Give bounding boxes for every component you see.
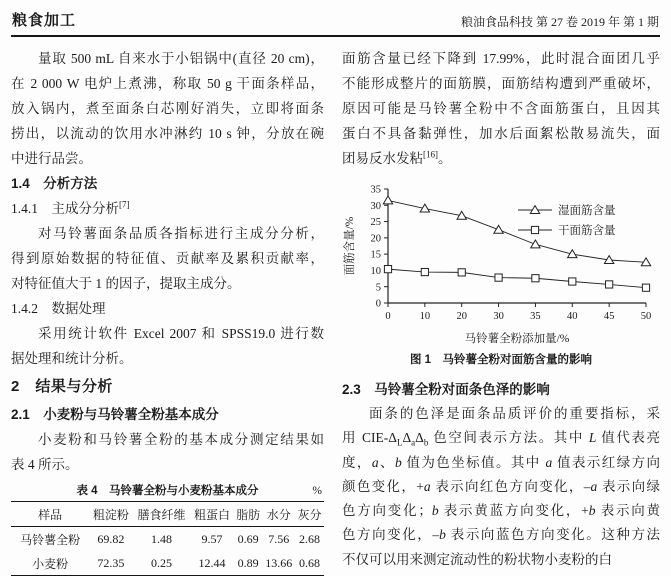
paragraph-data-processing <box>11 321 324 371</box>
text-line: 用 CIE-$\Delta_L\Delta_a\Delta_b$ 色空间表示方法。其中 L 值代表亮 <box>342 430 660 448</box>
svg-text:0: 0 <box>375 298 381 310</box>
paragraph-pca <box>11 221 324 296</box>
chart-legend <box>518 203 616 237</box>
table-caption-text: 表 4 马铃薯全粉与小麦粉基本成分 <box>76 485 259 497</box>
table-cell: 69.82 <box>97 531 125 546</box>
svg-text:35: 35 <box>530 311 541 322</box>
table-header-cell: 样品 <box>38 507 63 522</box>
table-row <box>11 551 324 576</box>
svg-text:10: 10 <box>419 311 431 322</box>
text-line: 在 2 000 W 电炉上煮沸，称取 50 g 干面条样品， <box>11 76 324 91</box>
paragraph-cooking-method <box>11 46 324 171</box>
table-caption <box>11 481 324 501</box>
svg-text:0: 0 <box>385 311 391 322</box>
text-line: 小麦粉和马铃薯全粉的基本成分测定结果如 <box>38 432 324 447</box>
table-cell: 9.57 <box>201 531 223 546</box>
right-column <box>342 46 660 576</box>
svg-text:30: 30 <box>370 200 381 212</box>
text-line: 团易反水发粘[16]。 <box>342 149 452 166</box>
svg-text:20: 20 <box>370 233 381 245</box>
svg-text:10: 10 <box>370 266 381 278</box>
svg-text:35: 35 <box>370 184 381 196</box>
table-header-row <box>11 502 324 527</box>
paragraph-gluten-discussion <box>342 46 660 171</box>
table-cell: 13.66 <box>265 555 293 570</box>
table-header-cell: 水分 <box>266 507 291 522</box>
svg-text:50: 50 <box>640 311 652 322</box>
heading-1-4: 1.4 分析方法 <box>11 176 98 191</box>
svg-text:干面筋含量: 干面筋含量 <box>558 225 616 237</box>
text-line: 得到原始数据的特征值、贡献率及累积贡献率， <box>11 251 324 266</box>
text-line: 面条的色泽是面条品质评价的重要指标，采 <box>369 406 660 421</box>
table-cell: 12.44 <box>198 555 226 570</box>
text-line: 蛋白不具备黏弹性，加水后面絮松散易流失，面 <box>342 126 660 141</box>
paragraph-table-intro <box>11 427 324 477</box>
text-line: 不能形成整片的面筋膜，面筋结构遭到严重破坏， <box>342 76 660 91</box>
heading-2-3: 2.3 马铃薯全粉对面条色泽的影响 <box>342 382 550 397</box>
table-cell: 0.68 <box>299 555 321 570</box>
svg-text:15: 15 <box>370 249 381 261</box>
table-cell: 1.48 <box>150 531 172 546</box>
text-line: 捞出，以流动的饮用水冲淋约 10 s 钟，分放在碗 <box>11 126 324 141</box>
text-line: 中进行品尝。 <box>11 151 92 166</box>
table-cell: 0.69 <box>237 531 259 546</box>
figure-caption: 图 1 马铃薯全粉对面筋含量的影响 <box>409 354 593 366</box>
svg-text:25: 25 <box>370 217 381 229</box>
text-line: 量取 500 mL 自来水于小铝锅中(直径 20 cm)， <box>38 51 324 66</box>
svg-text:40: 40 <box>567 311 578 322</box>
table-cell: 0.25 <box>150 555 172 570</box>
svg-text:45: 45 <box>603 311 615 322</box>
svg-text:马铃薯全粉添加量/%: 马铃薯全粉添加量/% <box>464 333 570 345</box>
table-header-cell: 膳食纤维 <box>137 507 186 522</box>
table-header-cell: 粗淀粉 <box>92 507 129 522</box>
text-line: 面筋含量已经下降到 17.99%，此时混合面团几乎 <box>342 51 660 66</box>
text-line: 不仅可以用来测定流动性的粉状物小麦粉的白 <box>342 551 612 567</box>
gluten-content-chart <box>342 177 660 349</box>
table-cell: 2.68 <box>299 531 321 546</box>
running-head-journal: 粮油食品科技 第 27 卷 2019 年 第 1 期 <box>460 15 659 29</box>
heading-2-1: 2.1 小麦粉与马铃薯全粉基本成分 <box>11 407 219 422</box>
paragraph-color-method <box>342 402 660 572</box>
table-cell: 马铃薯全粉 <box>20 532 81 547</box>
text-line: 度，a、b 值为色坐标值。其中 a 值表示红绿方向 <box>342 454 661 470</box>
text-line: 原因可能是马铃薯全粉中不含面筋蛋白，且因其 <box>342 101 660 116</box>
table-unit-label: % <box>312 485 322 497</box>
svg-text:5: 5 <box>375 282 381 294</box>
svg-text:面筋含量/%: 面筋含量/% <box>344 216 356 276</box>
text-line: 放入锅内，煮至面条白芯刚好消失，立即将面条 <box>11 101 324 116</box>
svg-text:30: 30 <box>493 311 504 322</box>
table-cell: 7.56 <box>268 531 290 546</box>
table-header-cell: 脂肪 <box>236 507 261 522</box>
running-head-section: 粮食加工 <box>12 12 77 29</box>
heading-1-4-1: 1.4.1 主成分分析[7] <box>11 199 130 216</box>
left-column <box>11 46 324 576</box>
text-line: 色方向变化，–b 表示向蓝色方向变化。这种方法 <box>342 527 661 543</box>
figure-1-block <box>342 177 660 369</box>
page-header <box>11 0 660 37</box>
table-row <box>11 527 324 552</box>
heading-1-4-2: 1.4.2 数据处理 <box>11 301 106 316</box>
svg-text:20: 20 <box>456 311 467 322</box>
text-line: 据处理和统计分析。 <box>11 351 133 366</box>
heading-2: 2 结果与分析 <box>11 378 113 395</box>
table-cell: 小麦粉 <box>32 556 69 571</box>
table-cell: 0.89 <box>237 555 259 570</box>
text-line: 对马铃薯面条品质各指标进行主成分分析， <box>38 226 324 241</box>
chart-series-1 <box>384 266 649 292</box>
table-header-cell: 粗蛋白 <box>194 507 231 522</box>
table-cell: 72.35 <box>97 555 125 570</box>
svg-text:湿面筋含量: 湿面筋含量 <box>558 205 616 217</box>
two-column-body <box>11 37 660 576</box>
text-line: 表 4 所示。 <box>11 457 79 472</box>
table-header-cell: 灰分 <box>297 507 322 522</box>
text-line: 采用统计软件 Excel 2007 和 SPSS19.0 进行数 <box>38 326 324 341</box>
basic-composition-table <box>11 501 324 576</box>
text-line: 对特征值大于 1 的因子，提取主成分。 <box>11 276 241 291</box>
text-line: 颜色变化，+a 表示向红色方向变化，–a 表示向绿 <box>342 478 660 494</box>
text-line: 色方向变化；b 表示黄蓝方向变化，+b 表示向黄 <box>342 503 661 519</box>
